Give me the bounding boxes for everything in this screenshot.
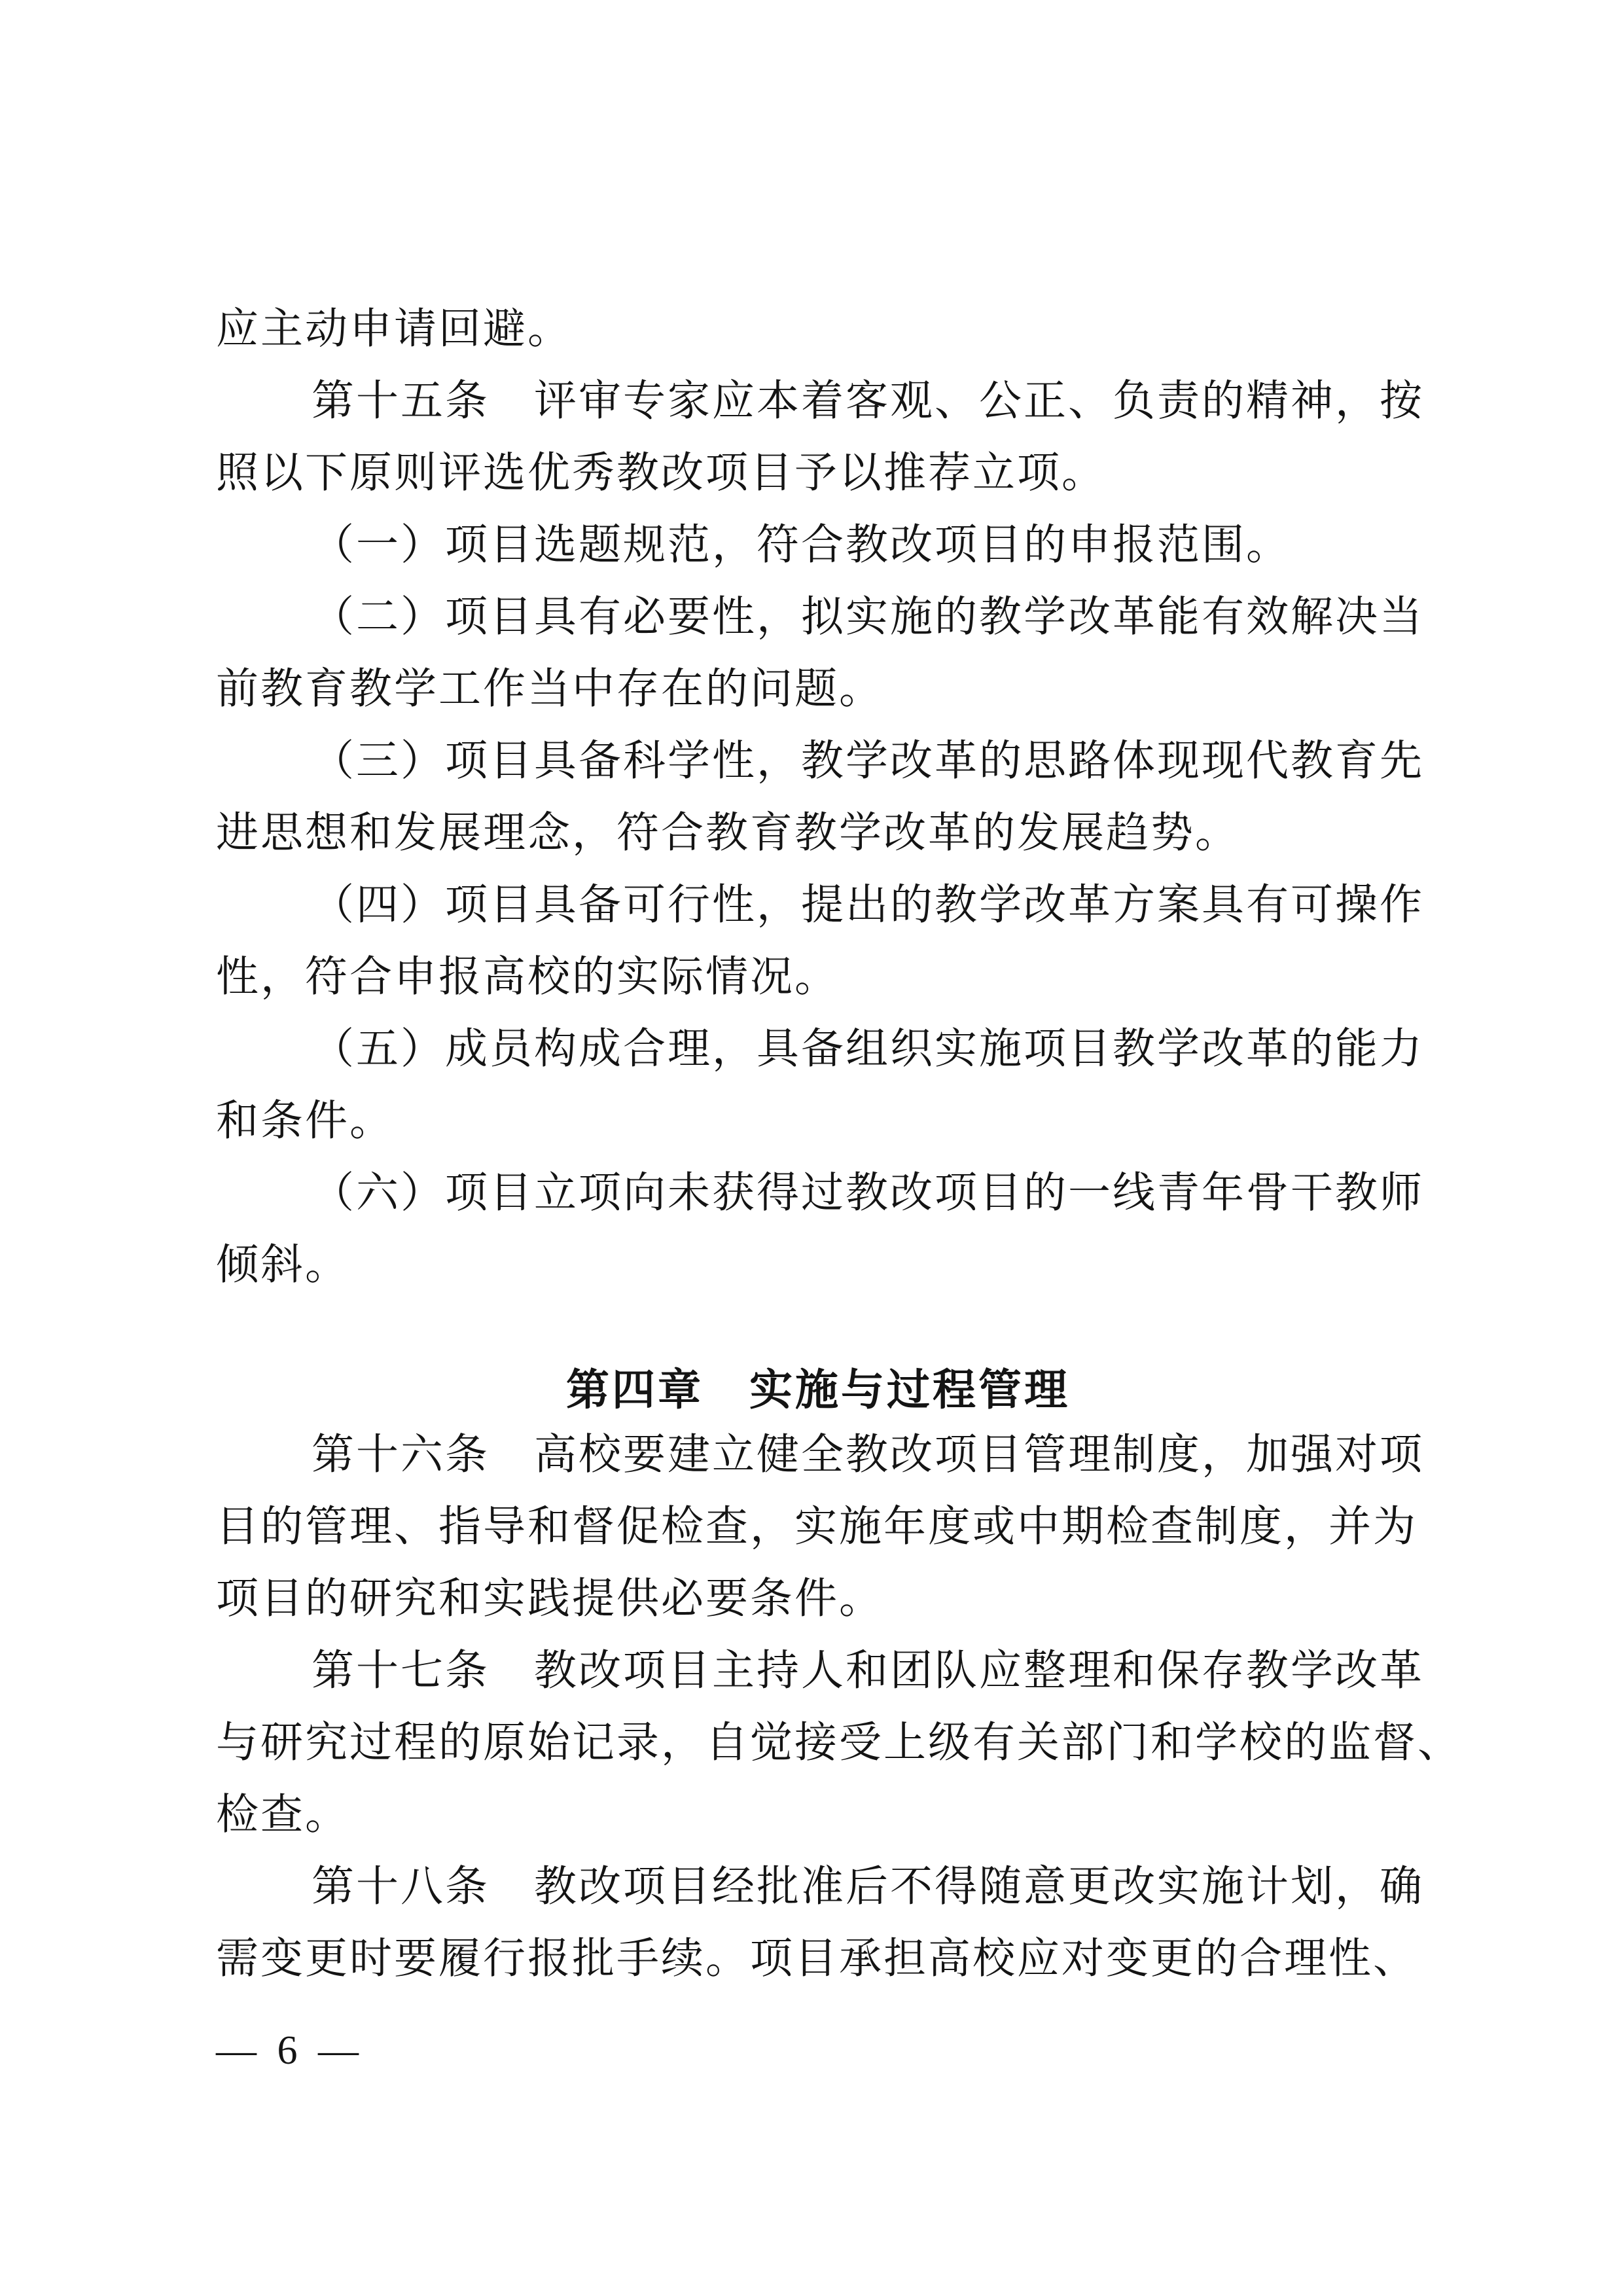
text-line: 前教育教学工作当中存在的问题。 xyxy=(216,666,884,713)
text-line: 和条件。 xyxy=(216,1098,395,1145)
text-line: 应主动申请回避。 xyxy=(216,306,573,353)
text-line-item-6: （六）项目立项向未获得过教改项目的一线青年骨干教师 xyxy=(312,1170,1425,1217)
text-line-article-17: 第十七条 教改项目主持人和团队应整理和保存教学改革 xyxy=(312,1647,1425,1695)
text-line-article-15: 第十五条 评审专家应本着客观、公正、负责的精神，按 xyxy=(312,378,1425,425)
text-line: 性，符合申报高校的实际情况。 xyxy=(216,954,840,1001)
text-line-item-2: （二）项目具有必要性，拟实施的教学改革能有效解决当 xyxy=(312,594,1425,641)
document-body xyxy=(216,293,1463,1995)
text-line: 倾斜。 xyxy=(216,1242,350,1289)
text-line: 与研究过程的原始记录，自觉接受上级有关部门和学校的监督、 xyxy=(216,1719,1463,1767)
chapter-heading: 第四章 实施与过程管理 xyxy=(566,1365,1070,1414)
text-line-article-16: 第十六条 高校要建立健全教改项目管理制度，加强对项 xyxy=(312,1431,1425,1479)
text-line: 照以下原则评选优秀教改项目予以推荐立项。 xyxy=(216,450,1107,497)
text-line: 项目的研究和实践提供必要条件。 xyxy=(216,1575,884,1623)
text-line: 检查。 xyxy=(216,1791,350,1839)
page-number: — 6 — xyxy=(216,2028,364,2073)
text-line: 需变更时要履行报批手续。项目承担高校应对变更的合理性、 xyxy=(216,1935,1418,1982)
text-line: 目的管理、指导和督促检查，实施年度或中期检查制度，并为 xyxy=(216,1503,1418,1551)
text-line-item-5: （五）成员构成合理，具备组织实施项目教学改革的能力 xyxy=(312,1026,1425,1073)
text-line-item-4: （四）项目具备可行性，提出的教学改革方案具有可操作 xyxy=(312,882,1425,929)
text-line-item-3: （三）项目具备科学性，教学改革的思路体现现代教育先 xyxy=(312,738,1425,785)
text-line-article-18: 第十八条 教改项目经批准后不得随意更改实施计划，确 xyxy=(312,1863,1425,1910)
text-line: 进思想和发展理念，符合教育教学改革的发展趋势。 xyxy=(216,810,1240,857)
text-line-item-1: （一）项目选题规范，符合教改项目的申报范围。 xyxy=(312,522,1291,569)
